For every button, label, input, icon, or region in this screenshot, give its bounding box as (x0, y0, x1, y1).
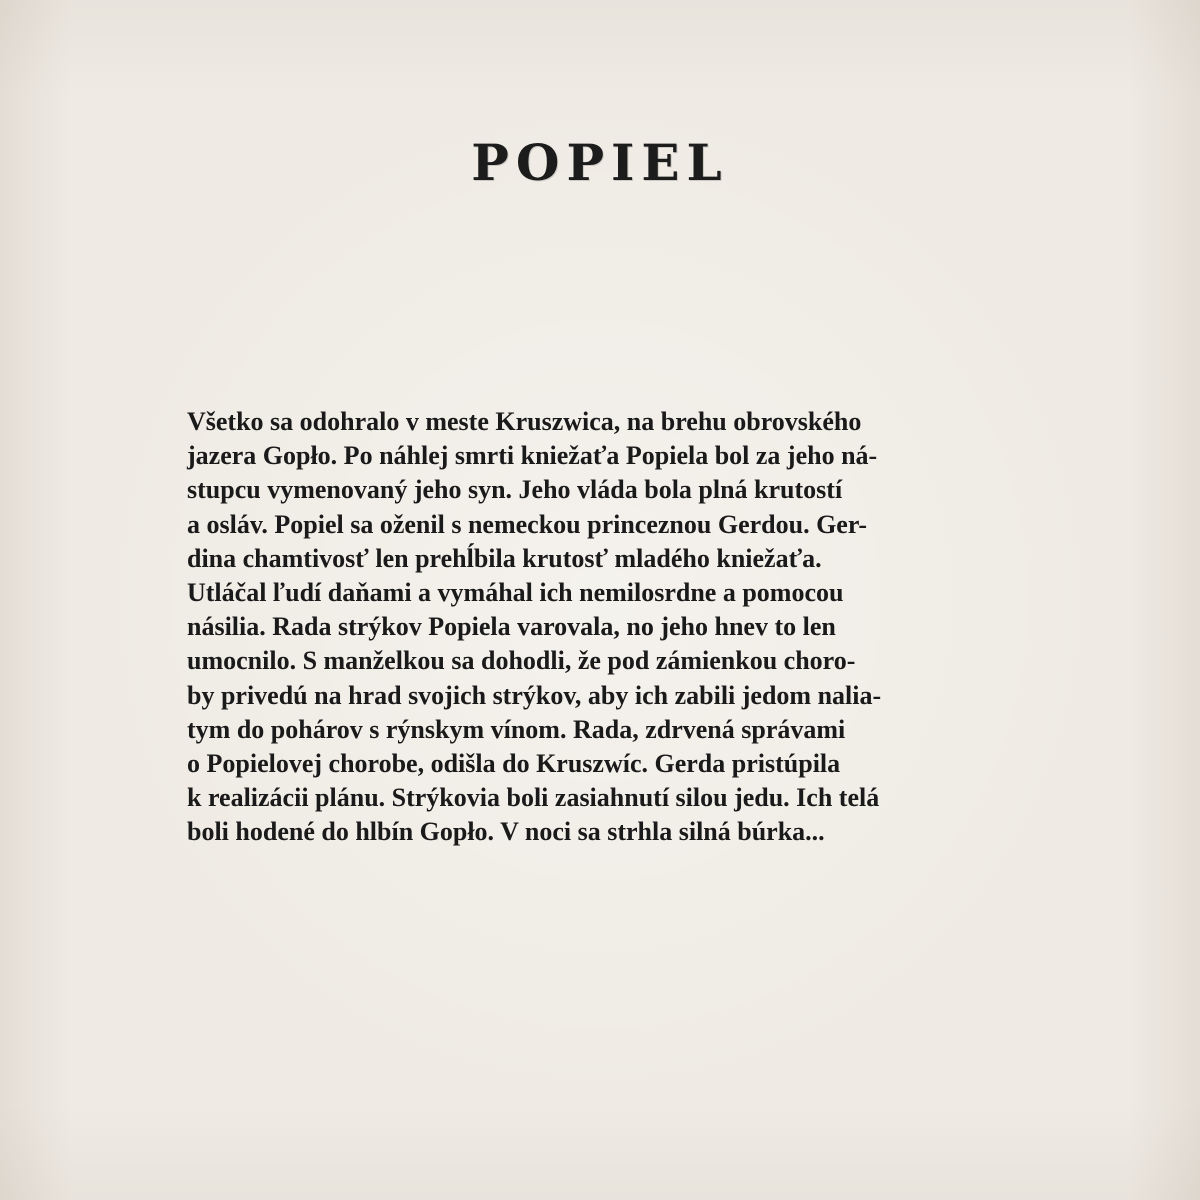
paragraph-line: Utláčal ľudí daňami a vymáhal ich nemilosrdne a pomocou (187, 578, 844, 608)
paragraph-line: Všetko sa odohralo v meste Kruszwica, na brehu obrovského (187, 407, 862, 436)
story-paragraph (187, 405, 1017, 850)
paragraph-line: dina chamtivosť len prehĺbila krutosť mladého kniežaťa. (187, 543, 822, 573)
paragraph-line: jazera Gopło. Po náhlej smrti kniežaťa Popiela bol za jeho ná- (187, 441, 878, 471)
paragraph-line: tym do pohárov s rýnskym vínom. Rada, zdrvená správami (187, 714, 846, 744)
paragraph-line: boli hodené do hlbín Gopło. V noci sa strhla silná búrka... (187, 817, 825, 847)
page-title: POPIEL (471, 133, 729, 192)
paragraph-line: by privedú na hrad svojich strýkov, aby ich zabili jedom nalia- (187, 680, 882, 710)
paragraph-line: a osláv. Popiel sa oženil s nemeckou princeznou Gerdou. Ger- (187, 509, 868, 539)
paragraph-line: o Popielovej chorobe, odišla do Kruszwíc. Gerda pristúpila (187, 749, 841, 779)
paragraph-line: stupcu vymenovaný jeho syn. Jeho vláda bola plná krutostí (187, 475, 843, 505)
paragraph-line: umocnilo. S manželkou sa dohodli, že pod zámienkou choro- (187, 646, 856, 676)
paragraph-line: násilia. Rada strýkov Popiela varovala, no jeho hnev to len (187, 612, 836, 642)
paragraph-line: k realizácii plánu. Strýkovia boli zasiahnutí silou jedu. Ich telá (187, 783, 880, 813)
